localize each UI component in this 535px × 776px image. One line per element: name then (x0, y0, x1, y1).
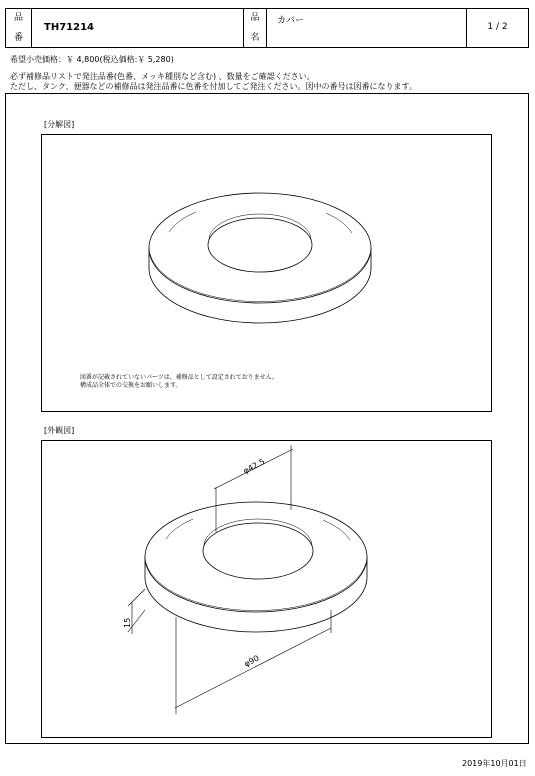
name-label-top: 品 (250, 13, 260, 23)
page-number: 1 / 2 (487, 22, 508, 32)
exploded-caption-1: 図番が記載されていないパーツは、補修品として設定されておりません。 (80, 374, 279, 381)
part-number: TH71214 (44, 22, 94, 33)
note-line-1: 必ず補修品リストで発注品番(色番、メッキ種別など含む) 、数量をご確認ください。 (10, 72, 315, 81)
exploded-caption-2: 構成品全体での交換をお願いします。 (80, 382, 182, 389)
external-view-title: [外観図] (44, 426, 75, 435)
name-label-bottom: 名 (250, 33, 260, 43)
note-line-2: ただし、タンク、便器などの補修品は発注品番に色番を付加してご発注ください。図中の番号は図番になります。 (10, 82, 417, 91)
part-name: カバー (277, 16, 305, 26)
dim-height: 15 (123, 617, 132, 628)
ring-cover-external (145, 502, 367, 632)
part-no-label-top: 品 (13, 13, 23, 23)
price-line: 希望小売価格：￥ 4,800(税込価格:￥ 5,280) (10, 55, 174, 64)
dim-inner-diameter: φ42.5 (241, 456, 267, 476)
date: 2019年10月01日 (462, 759, 527, 768)
dim-outer-diameter: φ90 (242, 653, 261, 669)
part-no-label-bottom: 番 (13, 33, 23, 43)
exploded-view-title: [分解図] (44, 120, 75, 129)
ring-cover-exploded (149, 193, 371, 323)
